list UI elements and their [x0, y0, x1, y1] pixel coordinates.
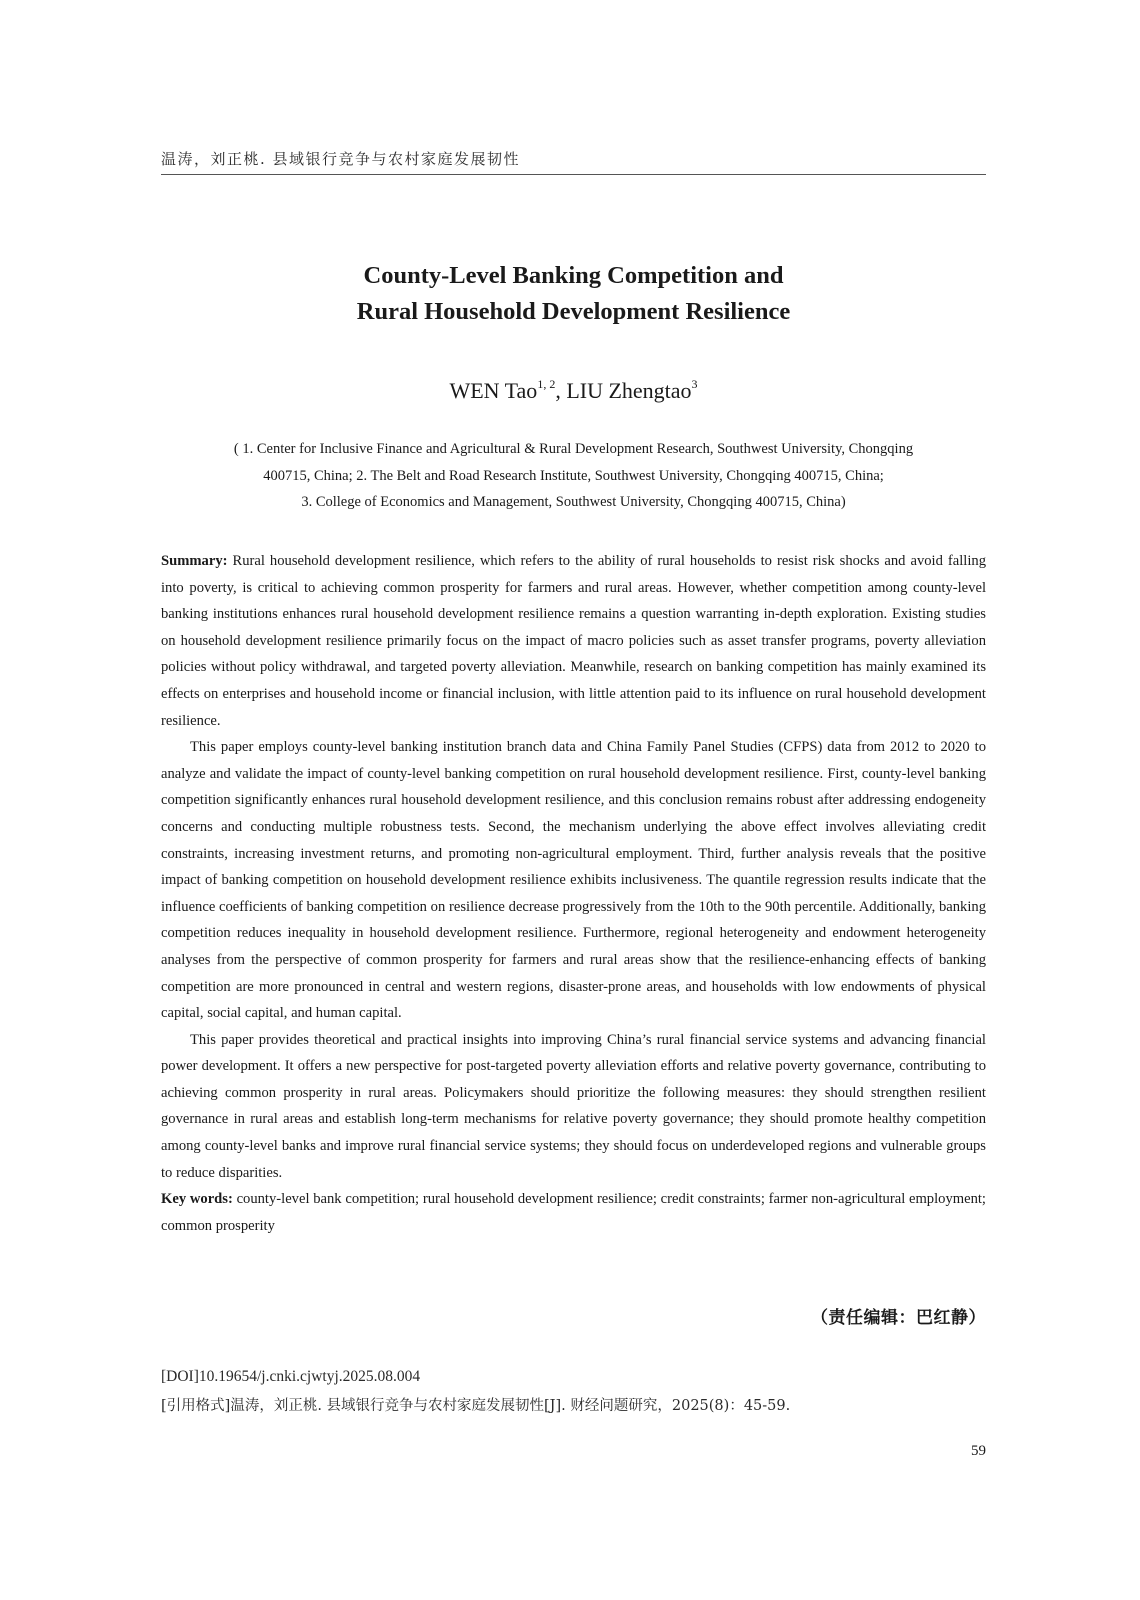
- keywords-label: Key words:: [161, 1191, 233, 1208]
- summary-paragraph: [161, 548, 986, 734]
- title-line-1: County-Level Banking Competition and: [363, 262, 784, 289]
- author-line: [161, 370, 986, 405]
- author-1-affiliation-marker: 1, 2: [537, 377, 556, 391]
- affiliation-line-2: 400715, China; 2. The Belt and Road Research Institute, Southwest University, Chongqing 400715, China;: [263, 467, 884, 484]
- paper-title: [161, 258, 986, 330]
- author-2-affiliation-marker: 3: [691, 377, 698, 391]
- keywords-text: county-level bank competition; rural household development resilience; credit constraints; farmer non-agricultural employment; common prosperity: [161, 1191, 986, 1234]
- summary-label: Summary:: [161, 553, 228, 569]
- abstract: [161, 548, 986, 1239]
- abstract-paragraph-3: This paper provides theoretical and practical insights into improving China’s rural financial service systems and advancing financial power development. It offers a new perspective for post-targeted poverty alleviation efforts and relative poverty governance, contributing to achieving common prosperity in rural areas. Policymakers should prioritize the following measures: they should strengthen resilient governance in rural areas and establish long-term mechanisms for relative poverty governance; they should promote healthy competition among county-level banks and improve rural financial service systems; they should focus on underdeveloped regions and vulnerable groups to reduce disparities.: [161, 1031, 986, 1181]
- header-rule: [161, 174, 986, 175]
- doi: [DOI]10.19654/j.cnki.cjwtyj.2025.08.004: [161, 1368, 421, 1385]
- author-2-name: LIU Zhengtao: [566, 378, 692, 403]
- page-number: 59: [971, 1443, 986, 1459]
- summary-text: Rural household development resilience, which refers to the ability of rural households to resist risk shocks and avoid falling into poverty, is critical to achieving common prosperity for farmers and rural areas. However, whether competition among county-level banking institutions enhances rural household development resilience remains a question warranting in-depth exploration. Existing studies on household development resilience primarily focus on the impact of macro policies such as asset transfer programs, poverty alleviation policies without policy withdrawal, and targeted poverty alleviation. Meanwhile, research on banking competition has mainly examined its effects on enterprises and household income or financial inclusion, with little attention paid to its influence on rural household development resilience.: [161, 553, 986, 729]
- running-header: 温涛，刘正桃. 县域银行竞争与农村家庭发展韧性: [161, 150, 521, 168]
- author-1-name: WEN Tao: [449, 378, 538, 403]
- responsible-editor: （责任编辑：巴红静）: [811, 1308, 986, 1328]
- abstract-paragraph-2: This paper employs county-level banking institution branch data and China Family Panel Studies (CFPS) data from 2012 to 2020 to analyze and validate the impact of county-level banking competition on rural household development resilience. First, county-level banking competition significantly enhances rural household development resilience, and this conclusion remains robust after addressing endogeneity concerns and conducting multiple robustness tests. Second, the mechanism underlying the above effect involves alleviating credit constraints, increasing investment returns, and promoting non-agricultural employment. Third, further analysis reveals that the positive impact of banking competition on household development resilience exhibits inclusiveness. The quantile regression results indicate that the influence coefficients of banking competition on resilience decrease progressively from the 10th to the 90th percentile. Additionally, banking competition reduces inequality in household development resilience. Furthermore, regional heterogeneity and endowment heterogeneity analyses from the perspective of common prosperity for farmers and rural areas show that the resilience-enhancing effects of banking competition are more pronounced in central and western regions, disaster-prone areas, and households with low endowments of physical capital, social capital, and human capital.: [161, 739, 986, 1022]
- citation-format: [引用格式]温涛，刘正桃. 县域银行竞争与农村家庭发展韧性[J]. 财经问题研究，2025(8)：45-59.: [161, 1398, 791, 1414]
- author-separator: ,: [555, 378, 567, 403]
- keywords-paragraph: [161, 1186, 986, 1239]
- affiliations: [161, 436, 986, 516]
- title-line-2: Rural Household Development Resilience: [356, 298, 791, 325]
- affiliation-line-1: ( 1. Center for Inclusive Finance and Agricultural & Rural Development Research, Southwest University, Chongqing: [233, 441, 914, 457]
- affiliation-line-3: 3. College of Economics and Management, Southwest University, Chongqing 400715, China): [301, 494, 846, 510]
